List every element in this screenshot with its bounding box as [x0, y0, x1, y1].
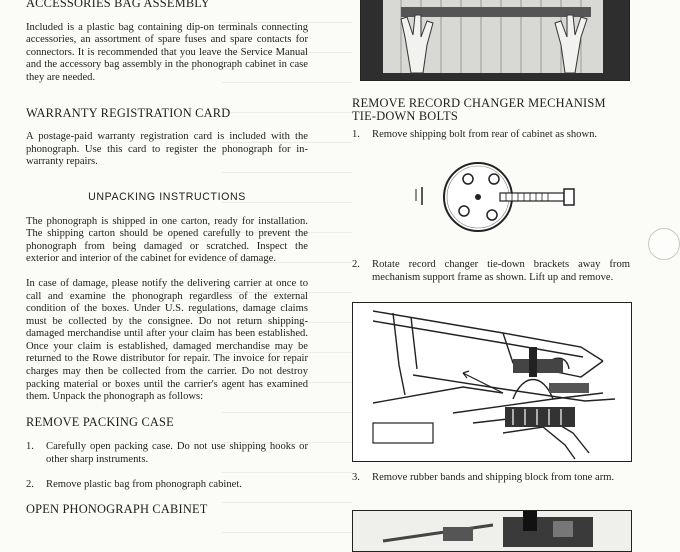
step-number: 2. — [26, 478, 34, 490]
tone-arm-photo — [352, 510, 632, 552]
step-number: 1. — [26, 441, 34, 453]
tie-down-bracket-figure — [352, 302, 632, 462]
left-column — [26, 0, 308, 516]
tie-down-bracket-illustration — [353, 303, 631, 461]
step-text: Remove shipping bolt from rear of cabinet as shown. — [372, 129, 598, 140]
cabinet-lid-illustration — [361, 0, 629, 80]
accessories-heading: ACCESSORIES BAG ASSEMBLY — [26, 0, 210, 10]
tie-down-step-1 — [352, 129, 630, 142]
packing-step-1 — [26, 441, 308, 466]
tone-arm-illustration — [353, 511, 631, 551]
shipping-bolt-illustration — [382, 149, 602, 245]
unpacking-text-2: In case of damage, please notify the delivering carrier at once to call and examine the phonograph regardless of the external condition of the boxes. Under U.S. regulations, damage claims must be collected by the consignee. Do not return shipping-damaged merchandise until after your claim has been established. Once your claim is established, damaged merchandise may be returned to the Rowe distributor for repair. The invoice for repair charges may then be collected from the carrier. Do not destroy packing material or boxes until the carrier's agent has examined them. Unpack the phonograph as follows: — [26, 277, 308, 403]
tie-down-heading-line2: TIE-DOWN BOLTS — [352, 108, 458, 123]
unpacking-heading: UNPACKING INSTRUCTIONS — [88, 190, 246, 203]
step-text: Rotate record changer tie-down brackets away from mechanism support frame as shown. Lift up and remove. — [372, 259, 630, 283]
warranty-heading: WARRANTY REGISTRATION CARD — [26, 105, 231, 120]
tie-down-heading-line1: REMOVE RECORD CHANGER MECHANISM — [352, 96, 606, 110]
step-text: Remove plastic bag from phonograph cabinet. — [46, 478, 242, 490]
unpacking-text-1: The phonograph is shipped in one carton, ready for installation. The shipping carton should be opened carefully to prevent the phonograph from being damaged or scratched. Inspect the exterior and interior of the cabinet for evidence of damage. — [26, 215, 308, 265]
open-cabinet-heading: OPEN PHONOGRAPH CABINET — [26, 502, 208, 517]
packing-step-2 — [26, 479, 308, 492]
step-text: Remove rubber bands and shipping block from tone arm. — [372, 472, 615, 483]
step-number: 3. — [352, 472, 360, 483]
step-number: 1. — [352, 129, 360, 140]
cabinet-lid-photo — [360, 0, 630, 81]
packing-case-heading: REMOVE PACKING CASE — [26, 414, 174, 429]
tie-down-heading-block — [352, 97, 630, 122]
step-text: Carefully open packing case. Do not use shipping hooks or other sharp instruments. — [46, 441, 308, 466]
tie-down-step-3 — [352, 472, 630, 485]
accessories-text: Included is a plastic bag containing dip-on terminals connecting accessories, an assortment of spare fuses and spare contacts for connectors. It is recommended that you leave the Service Manual and the accessory bag assembly in the phonograph cabinet in case they are needed. — [26, 21, 308, 83]
tie-down-step-2 — [352, 259, 630, 284]
warranty-text: A postage-paid warranty registration card is included with the phonograph. Use this card to register the phonograph for in-warranty repairs. — [26, 131, 308, 168]
punch-hole — [648, 228, 680, 260]
shipping-bolt-figure — [382, 149, 602, 245]
step-number: 2. — [352, 259, 360, 270]
